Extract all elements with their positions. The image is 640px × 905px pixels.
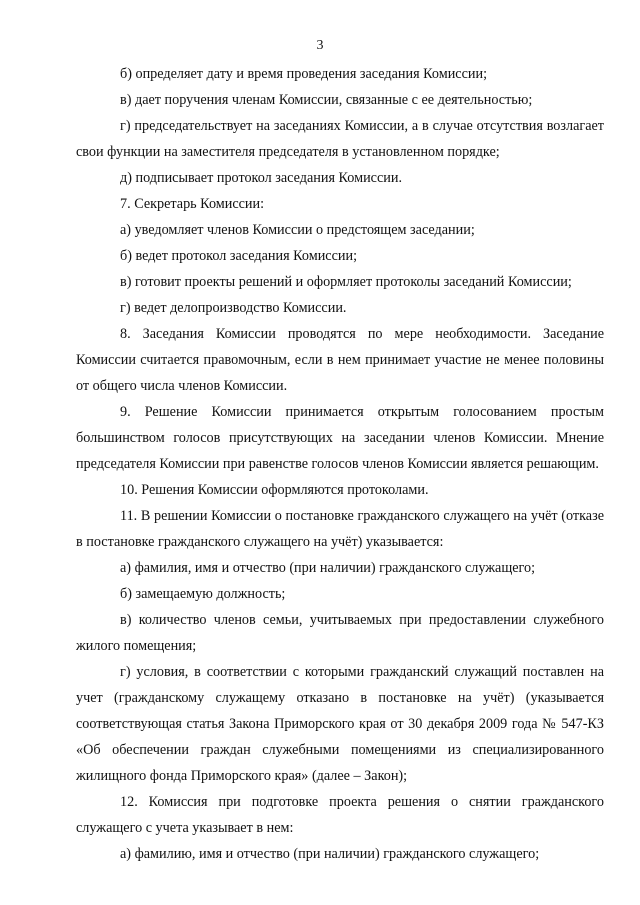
paragraph: 9. Решение Комиссии принимается открытым голосованием простым большинством голосов присутствующих на заседании членов Комиссии. Мнение председателя Комиссии при равенстве голосов членов Комиссии является решающим. [76,404,604,472]
paragraph: а) фамилия, имя и отчество (при наличии) гражданского служащего; [120,560,536,576]
paragraph: г) председательствует на заседаниях Комиссии, а в случае отсутствия возлагает свои функции на заместителя председателя в установленном порядке; [76,118,604,160]
document-body [76,61,604,867]
paragraph: г) ведет делопроизводство Комиссии. [120,300,347,316]
paragraph: 12. Комиссия при подготовке проекта решения о снятии гражданского служащего с учета указывает в нем: [76,794,604,836]
paragraph: д) подписывает протокол заседания Комиссии. [120,170,402,186]
paragraph: 10. Решения Комиссии оформляются протоколами. [120,482,429,498]
paragraph: в) количество членов семьи, учитываемых при предоставлении служебного жилого помещения; [76,612,604,654]
paragraph: б) ведет протокол заседания Комиссии; [120,248,358,264]
paragraph: в) дает поручения членам Комиссии, связанные с ее деятельностью; [120,92,533,108]
paragraph: 8. Заседания Комиссии проводятся по мере необходимости. Заседание Комиссии считается правомочным, если в нем принимает участие не менее половины от общего числа членов Комиссии. [76,326,604,394]
paragraph: б) определяет дату и время проведения заседания Комиссии; [120,66,488,82]
paragraph: 11. В решении Комиссии о постановке гражданского служащего на учёт (отказе в постановке гражданского служащего на учёт) указывается: [76,508,604,550]
paragraph: 7. Секретарь Комиссии: [120,196,265,212]
paragraph: г) условия, в соответствии с которыми гражданский служащий поставлен на учет (гражданскому служащему отказано в постановке на учёт) (указывается соответствующая статья Закона Приморского края от 30 декабря 2009 года № 547-КЗ «Об обеспечении граждан служебными помещениями из специализированного жилищного фонда Приморского края» (далее – Закон); [76,664,604,784]
paragraph: в) готовит проекты решений и оформляет протоколы заседаний Комиссии; [120,274,572,290]
page-number: 3 [316,38,324,53]
paragraph: б) замещаемую должность; [120,586,286,602]
paragraph: а) уведомляет членов Комиссии о предстоящем заседании; [120,222,475,238]
paragraph: а) фамилию, имя и отчество (при наличии) гражданского служащего; [120,846,540,862]
